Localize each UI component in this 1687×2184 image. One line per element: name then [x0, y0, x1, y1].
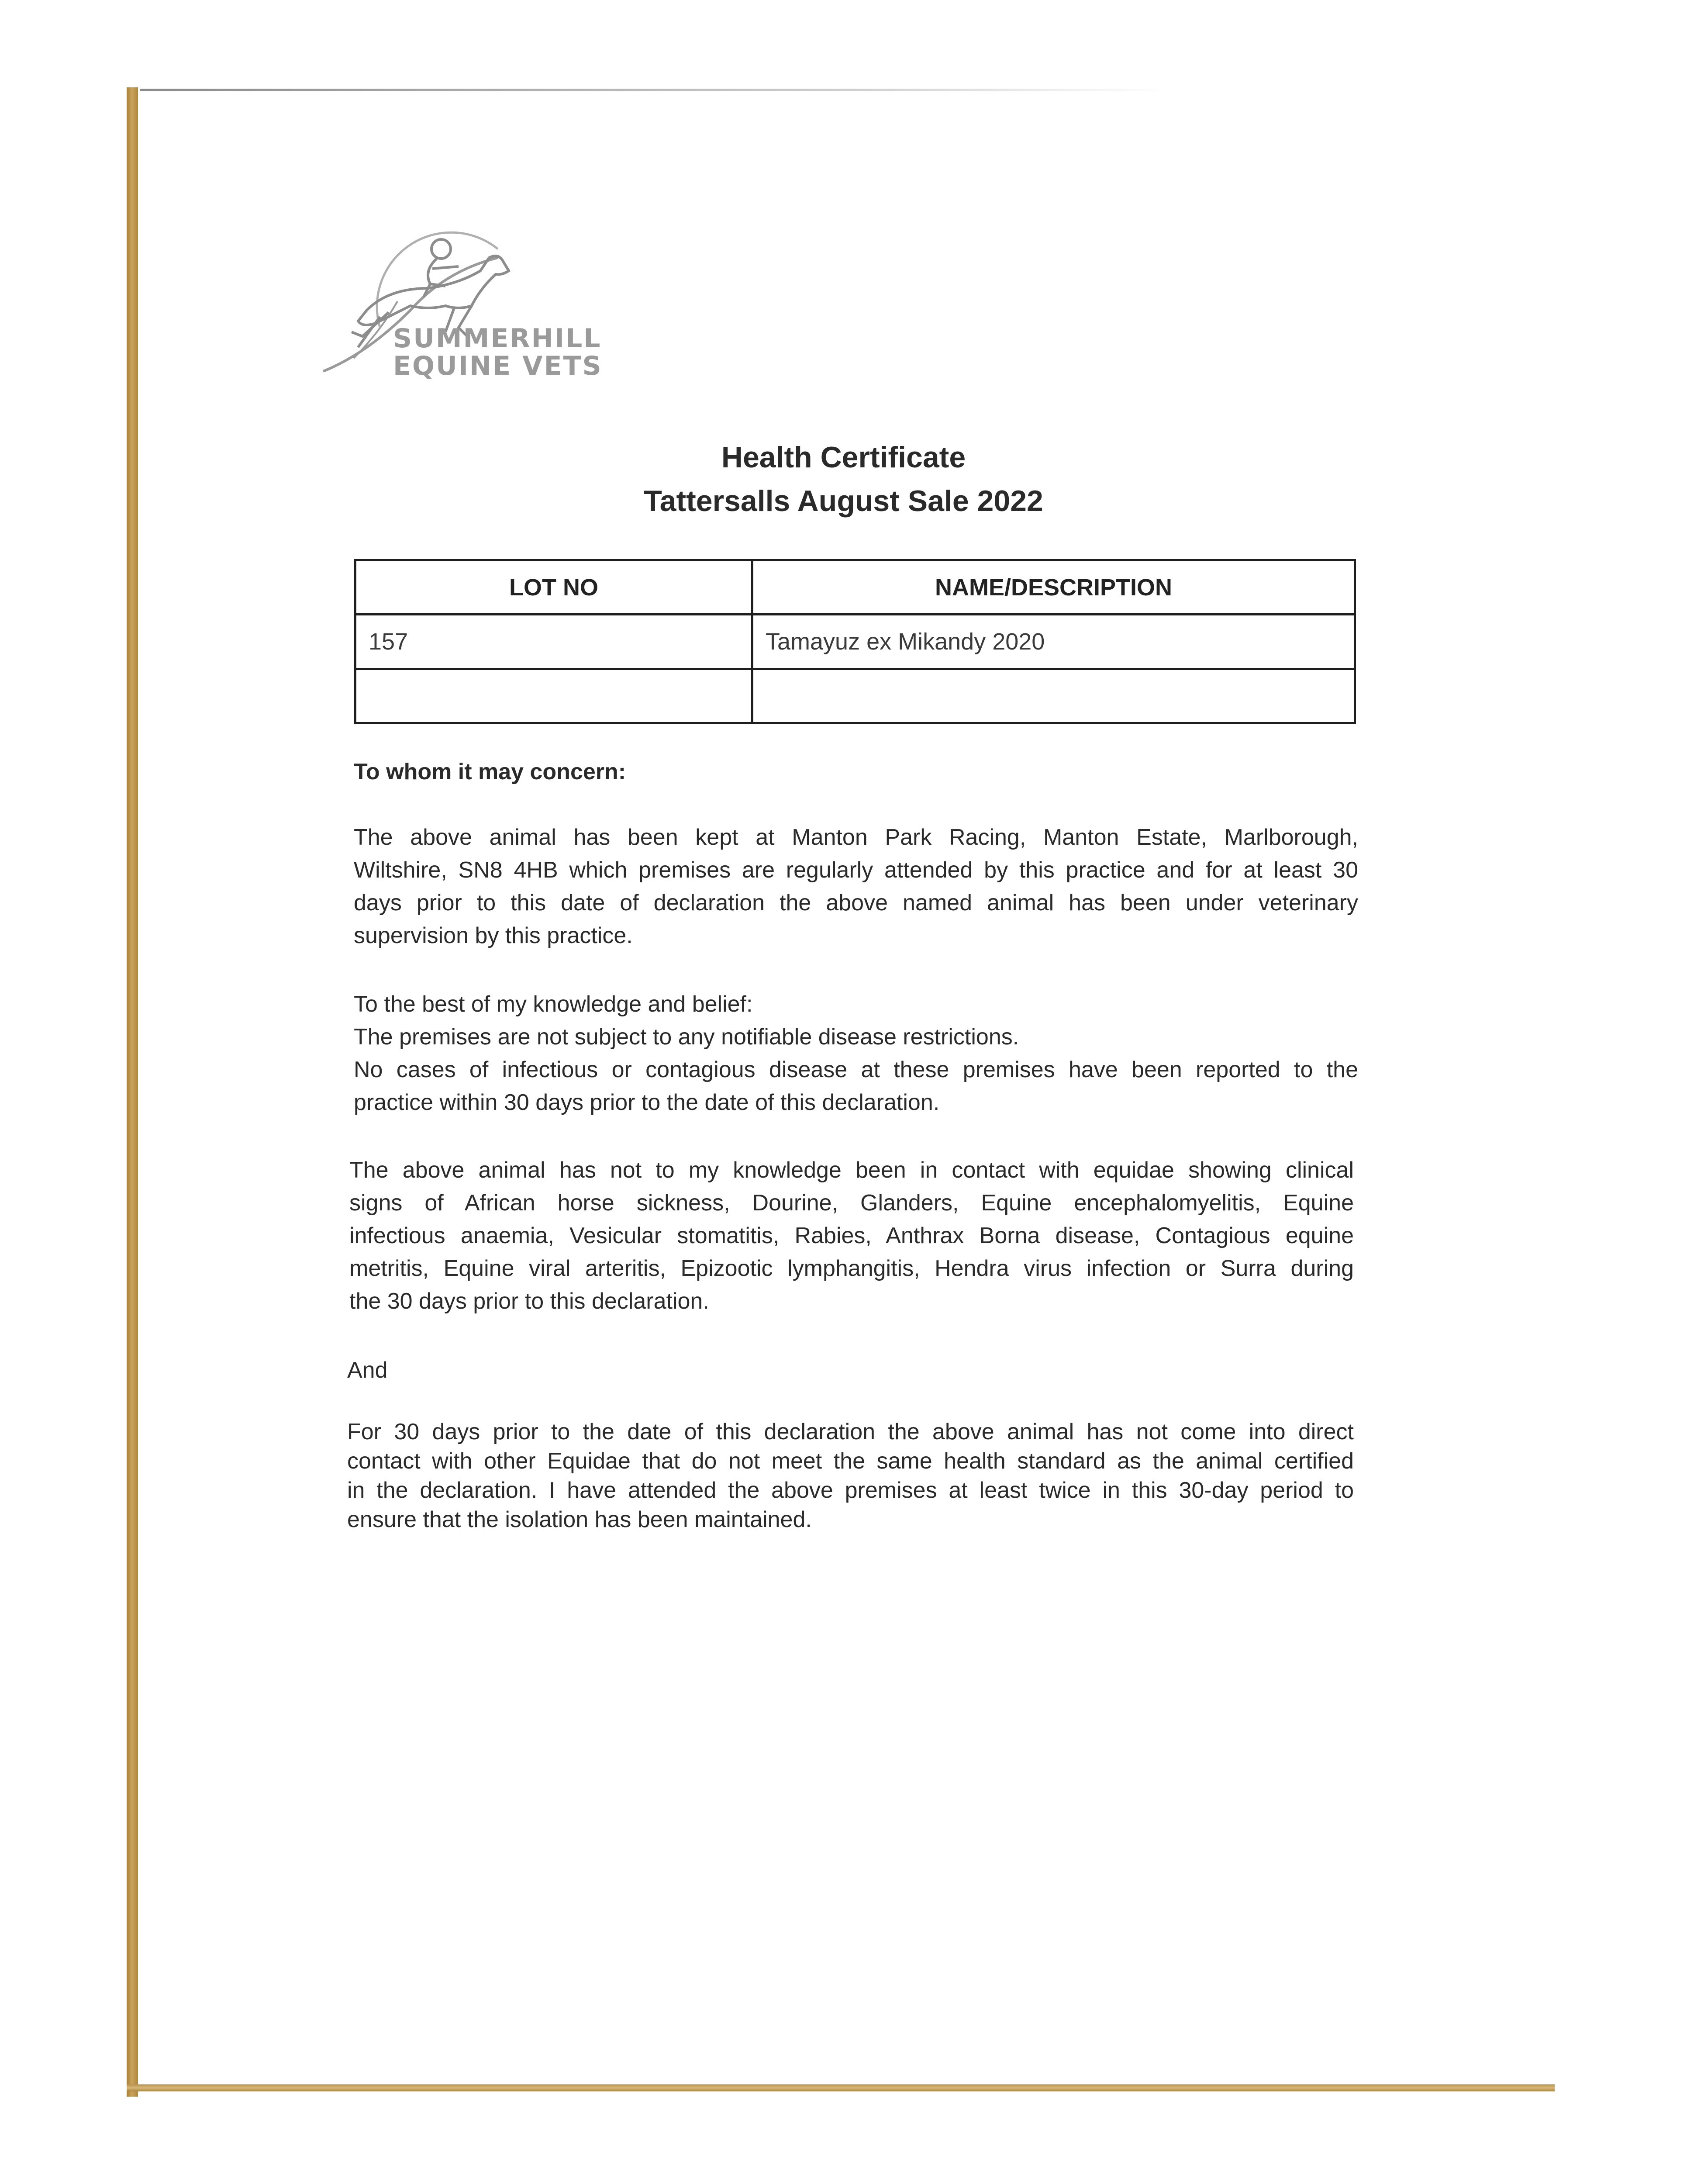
lot-table — [354, 559, 1356, 724]
name-description-cell — [752, 669, 1355, 723]
logo-text-line1: SUMMERHILL — [393, 323, 602, 354]
lot-number-cell: 157 — [355, 615, 752, 669]
page-bottom-edge — [127, 2084, 1555, 2091]
page-title: Health Certificate — [721, 441, 966, 474]
lot-number-cell — [355, 669, 752, 723]
paragraph-isolation — [347, 1417, 1354, 1534]
paragraph-line: The premises are not subject to any notifiable disease restrictions. — [354, 1024, 1019, 1050]
summerhill-logo — [314, 223, 603, 389]
paragraph-line: ensure that the isolation has been maintained. — [347, 1507, 812, 1532]
page-subtitle: Tattersalls August Sale 2022 — [644, 484, 1043, 518]
paragraph-line: the 30 days prior to this declaration. — [349, 1289, 709, 1314]
paragraph-line: metritis, Equine viral arteritis, Epizootic lymphangitis, Hendra virus infection or Surra during — [349, 1256, 1354, 1281]
page-top-edge — [140, 89, 1166, 91]
paragraph-line: Wiltshire, SN8 4HB which premises are regularly attended by this practice and for at least 30 — [354, 857, 1358, 883]
paragraph-line: contact with other Equidae that do not meet the same health standard as the animal certified — [347, 1448, 1354, 1474]
page-left-edge — [127, 87, 138, 2097]
table-header-row — [355, 560, 1355, 615]
paragraph-line: No cases of infectious or contagious disease at these premises have been reported to the — [354, 1057, 1358, 1082]
paragraph-line: To the best of my knowledge and belief: — [354, 992, 753, 1017]
paragraph-line: The above animal has been kept at Manton Park Racing, Manton Estate, Marlborough, — [354, 825, 1358, 850]
paragraph-line: practice within 30 days prior to the date of this declaration. — [354, 1090, 940, 1115]
paragraph-premises — [354, 821, 1358, 952]
table-row — [355, 669, 1355, 723]
column-header-lot-no: LOT NO — [355, 560, 752, 615]
name-description-cell: Tamayuz ex Mikandy 2020 — [752, 615, 1355, 669]
paragraph-line: For 30 days prior to the date of this declaration the above animal has not come into direct — [347, 1419, 1354, 1444]
paragraph-line: signs of African horse sickness, Dourine, Glanders, Equine encephalomyelitis, Equine — [349, 1190, 1354, 1216]
logo-text-line2: EQUINE VETS — [393, 351, 603, 381]
column-header-name-description: NAME/DESCRIPTION — [752, 560, 1355, 615]
paragraph-line: in the declaration. I have attended the above premises at least twice in this 30-day period to — [347, 1478, 1354, 1503]
paragraph-knowledge — [354, 988, 1358, 1119]
paragraph-line: supervision by this practice. — [354, 923, 633, 948]
paragraph-line: infectious anaemia, Vesicular stomatitis, Rabies, Anthrax Borna disease, Contagious equine — [349, 1223, 1354, 1248]
and-connector: And — [347, 1358, 388, 1383]
table-row — [355, 615, 1355, 669]
paragraph-line: days prior to this date of declaration the above named animal has been under veterinary — [354, 890, 1358, 916]
salutation: To whom it may concern: — [354, 759, 626, 784]
paragraph-line: The above animal has not to my knowledge been in contact with equidae showing clinical — [349, 1158, 1354, 1183]
paragraph-diseases — [349, 1154, 1354, 1318]
